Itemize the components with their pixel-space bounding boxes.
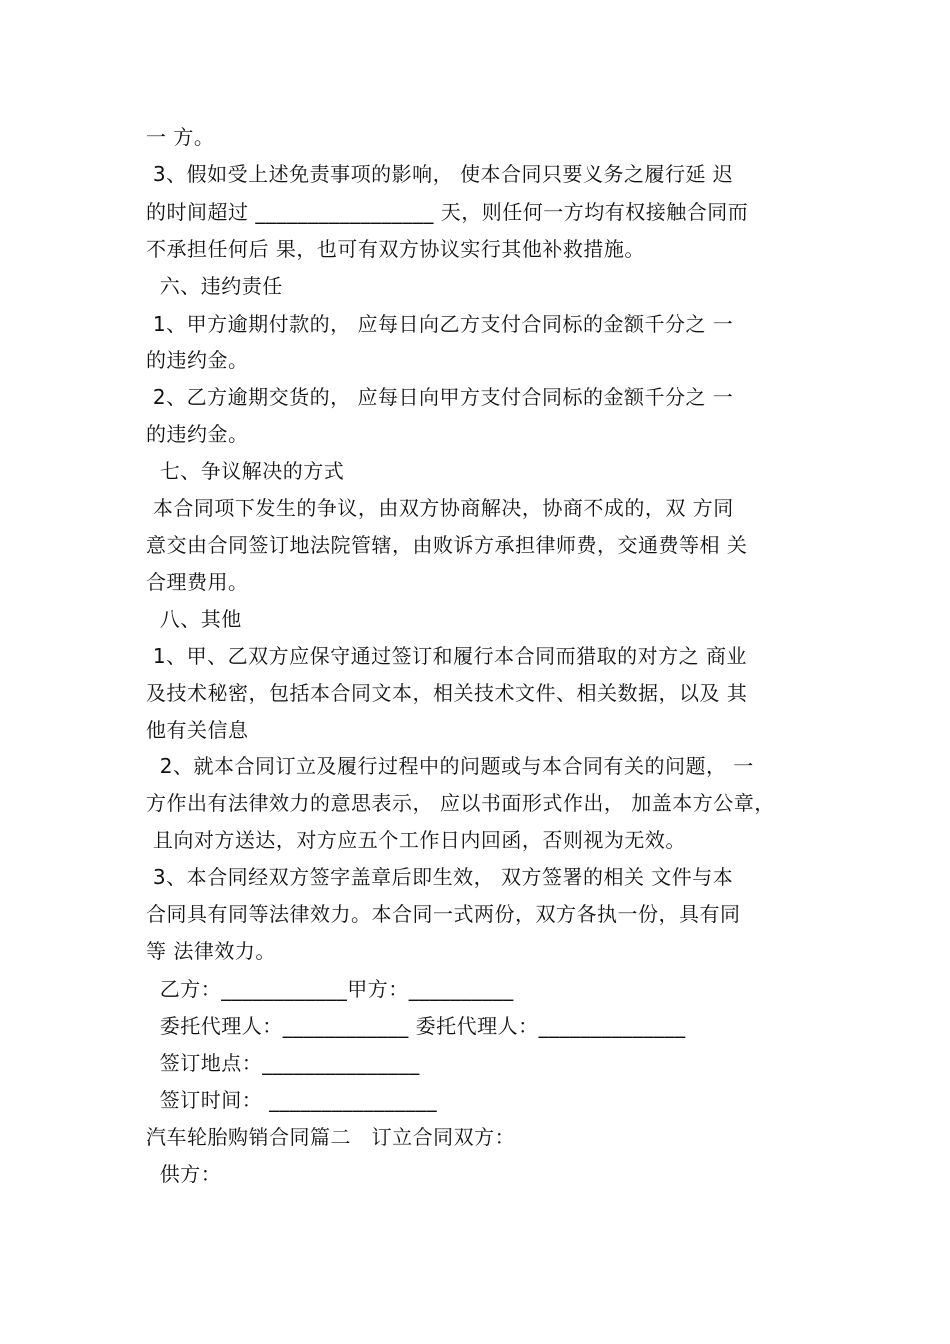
text-line: 的违约金。 xyxy=(146,348,249,372)
text-line: 意交由合同签订地法院管辖，由败诉方承担律师费，交通费等相 关 xyxy=(146,533,748,557)
text-line: 的时间超过 _________________ 天，则任何一方均有权接触合同而 xyxy=(146,200,749,224)
text-line: 2、就本合同订立及履行过程中的问题或与本合同有关的问题， 一 xyxy=(146,754,754,778)
text-line: 本合同项下发生的争议，由双方协商解决，协商不成的，双 方同 xyxy=(146,496,734,520)
text-line: 一 方。 xyxy=(146,125,215,149)
text-line: 且向对方送达，对方应五个工作日内回函，否则视为无效。 xyxy=(146,828,686,852)
signature-line-date: 签订时间： ________________ xyxy=(146,1088,438,1112)
text-line: 1、甲、乙双方应保守通过签订和履行本合同而猎取的对方之 商业 xyxy=(146,644,747,668)
section-heading: 八、其他 xyxy=(146,607,242,631)
text-line: 3、假如受上述免责事项的影响， 使本合同只要义务之履行延 迟 xyxy=(146,162,734,186)
section-heading: 七、争议解决的方式 xyxy=(146,459,345,483)
text-line: 2、乙方逾期交货的， 应每日向甲方支付合同标的金额千分之 一 xyxy=(146,385,734,409)
text-line: 不承担任何后 果，也可有双方协议实行其他补救措施。 xyxy=(146,237,645,261)
text-line: 等 法律效力。 xyxy=(146,939,276,963)
text-line: 1、甲方逾期付款的， 应每日向乙方支付合同标的金额千分之 一 xyxy=(146,312,734,336)
text-line: 合理费用。 xyxy=(146,570,249,594)
section-heading: 六、违约责任 xyxy=(146,274,283,298)
text-line: 3、本合同经双方签字盖章后即生效， 双方签署的相关 文件与本 xyxy=(146,865,734,889)
signature-line-parties: 乙方：____________甲方：__________ xyxy=(146,977,514,1001)
signature-line-place: 签订地点：_______________ xyxy=(146,1051,420,1075)
text-line: 的违约金。 xyxy=(146,422,249,446)
text-line: 方作出有法律效力的意思表示， 应以书面形式作出， 加盖本方公章， xyxy=(146,791,775,815)
text-line: 他有关信息 xyxy=(146,718,249,742)
text-line: 合同具有同等法律效力。本合同一式两份，双方各执一份，具有同 xyxy=(146,902,741,926)
text-line: 供方： xyxy=(146,1162,222,1186)
signature-line-agents: 委托代理人：____________ 委托代理人：______________ xyxy=(146,1014,686,1038)
text-line: 及技术秘密，包括本合同文本，相关技术文件、相关数据，以及 其 xyxy=(146,681,748,705)
section-title: 汽车轮胎购销合同篇二 订立合同双方： xyxy=(146,1125,516,1149)
